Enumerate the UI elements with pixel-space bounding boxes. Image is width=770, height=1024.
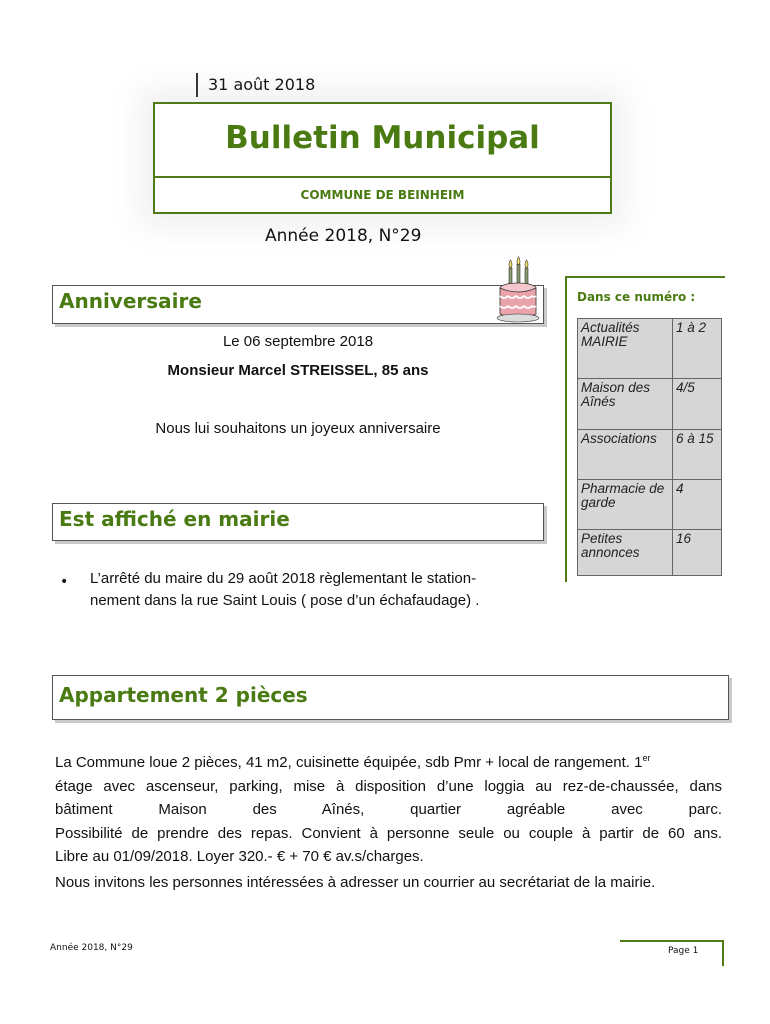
description-line: étage avec ascenseur, parking, mise à disposition d’une loggia au rez-de-chaussée, dans: [55, 777, 722, 795]
section-title-appartement: Appartement 2 pièces: [59, 683, 308, 707]
toc-topic: Maison des Aînés: [578, 379, 673, 430]
section-title-affiche: Est affiché en mairie: [59, 507, 290, 531]
toc-row: [578, 430, 722, 480]
bullet-item-line: nement dans la rue Saint Louis ( pose d’un échafaudage) .: [90, 592, 480, 609]
description-line: Possibilité de prendre des repas. Convient à personne seule ou couple à partir de 60 ans.: [55, 824, 722, 842]
toc-topic: Petites annonces: [578, 530, 673, 576]
description-text: La Commune loue 2 pièces, 41 m2, cuisinette équipée, sdb Pmr + local de rangement. 1: [55, 754, 643, 771]
commune-name: COMMUNE DE BEINHEIM: [300, 188, 465, 202]
toc-heading: Dans ce numéro :: [577, 290, 696, 304]
toc-topic: Actualités MAIRIE: [578, 319, 673, 379]
toc-pages: 4: [673, 480, 722, 530]
footer-rule-vertical: [722, 940, 724, 966]
toc-sidebar: [565, 276, 725, 582]
section-affiche-mairie: [52, 503, 544, 541]
anniversary-date: Le 06 septembre 2018: [222, 333, 374, 350]
toc-pages: 1 à 2: [673, 319, 722, 379]
description-line: Libre au 01/09/2018. Loyer 320.- € + 70 € av.s/charges.: [55, 848, 424, 865]
toc-row: [578, 530, 722, 576]
toc-left-rule: [565, 276, 567, 582]
toc-pages: 4/5: [673, 379, 722, 430]
bullet-item-arrete: [90, 568, 540, 612]
toc-row: [578, 480, 722, 530]
superscript-er: er: [642, 753, 651, 763]
toc-row: [578, 379, 722, 430]
description-line: bâtiment Maison des Aînés, quartier agréable avec parc.: [55, 801, 722, 818]
footer-issue: Année 2018, N°29: [50, 943, 133, 953]
bullet-icon: •: [60, 574, 69, 590]
bullet-item-line: L’arrêté du maire du 29 août 2018 règlementant le station-: [90, 570, 477, 587]
appartement-description: [55, 747, 722, 869]
appartement-invite: Nous invitons les personnes intéressées à adresser un courrier au secrétariat de la mairie.: [55, 874, 656, 891]
footer-rule: [620, 940, 724, 942]
toc-row: [578, 319, 722, 379]
anniversary-person: Monsieur Marcel STREISSEL, 85 ans: [167, 362, 429, 379]
masthead-box: [153, 102, 612, 214]
section-appartement: [52, 675, 729, 720]
bulletin-title: Bulletin Municipal: [225, 120, 540, 156]
toc-topic: Associations: [578, 430, 673, 480]
description-line: [55, 747, 722, 775]
toc-pages: 16: [673, 530, 722, 576]
anniversary-wish: Nous lui souhaitons un joyeux anniversaire: [155, 420, 441, 437]
page-number: Page 1: [668, 946, 699, 956]
toc-topic: Pharmacie de garde: [578, 480, 673, 530]
date-divider: [196, 73, 198, 97]
masthead-divider: [155, 176, 610, 178]
section-anniversaire: [52, 285, 544, 324]
bulletin-date: 31 août 2018: [208, 75, 316, 94]
issue-number: Année 2018, N°29: [265, 226, 422, 246]
toc-table: [577, 318, 722, 576]
toc-top-rule: [565, 276, 725, 278]
section-title-anniversaire: Anniversaire: [59, 289, 202, 313]
toc-pages: 6 à 15: [673, 430, 722, 480]
birthday-cake-icon: [496, 256, 540, 324]
